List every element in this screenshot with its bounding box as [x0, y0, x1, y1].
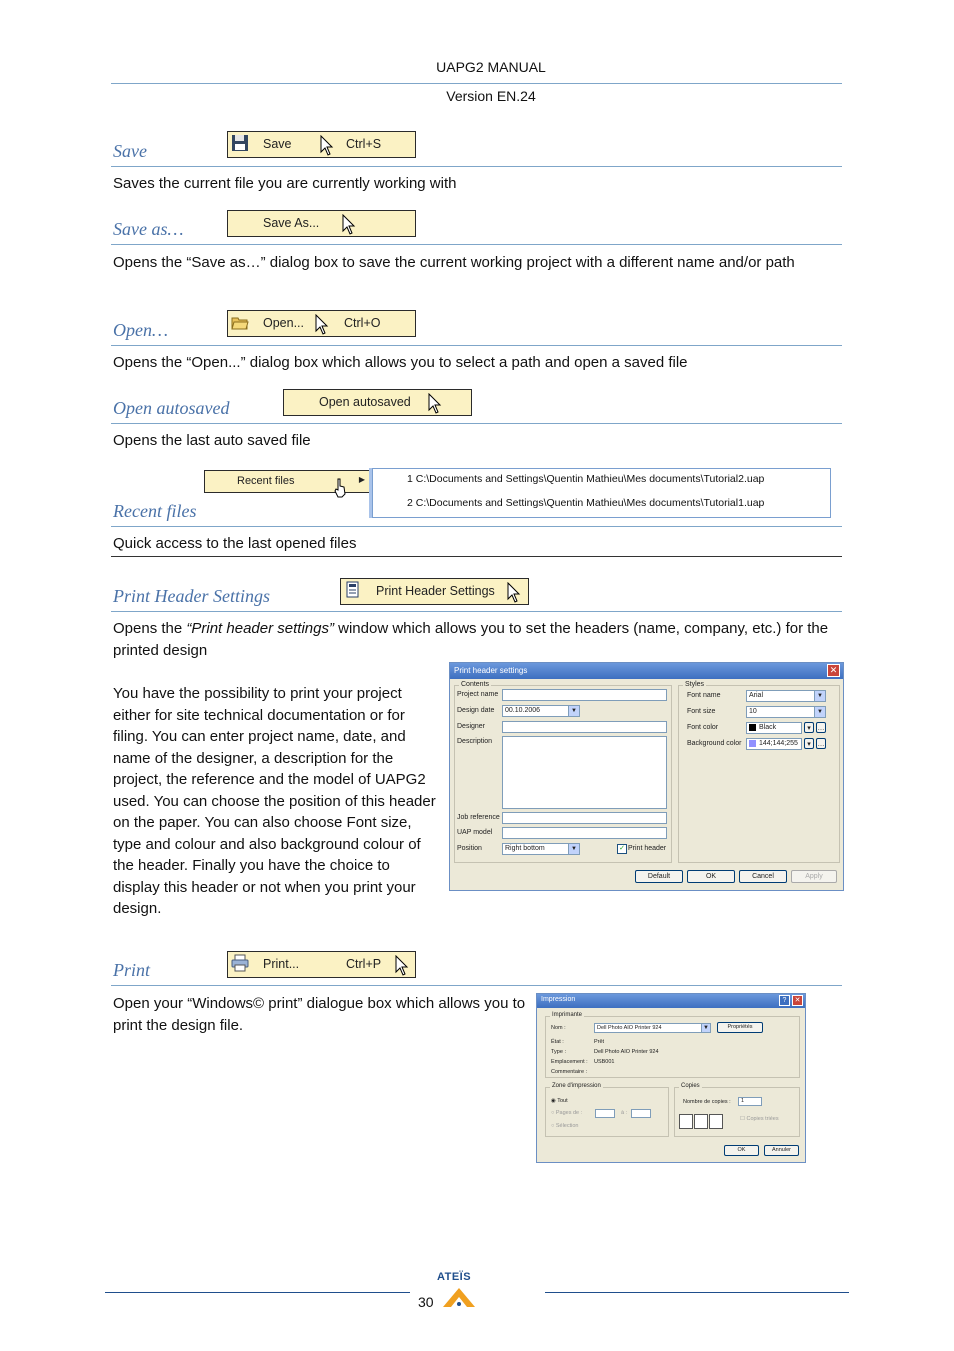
contents-group: Contents: [454, 685, 672, 863]
section-rule: [111, 526, 842, 527]
print-cancel-button[interactable]: Annuler: [764, 1145, 799, 1156]
color-more-button[interactable]: …: [816, 722, 826, 733]
copies-stepper[interactable]: 1: [738, 1097, 762, 1106]
position-select[interactable]: Right bottom ▼: [502, 843, 580, 855]
copies-label: Nombre de copies :: [683, 1099, 731, 1105]
font-color-label: Font color: [687, 724, 719, 731]
printer-select[interactable]: Dell Photo AIO Printer 924 ▼: [594, 1023, 711, 1033]
page-icon: [344, 581, 362, 599]
save-shortcut: Ctrl+S: [346, 137, 382, 151]
project-name-input[interactable]: [502, 689, 667, 701]
status-value: Prêt: [594, 1039, 605, 1045]
help-icon[interactable]: ?: [779, 995, 790, 1006]
ateis-logo-text: ATEÏS: [437, 1271, 472, 1283]
save-as-menu-label: Save As...: [263, 216, 320, 230]
color-more-button[interactable]: …: [816, 738, 826, 749]
cancel-button[interactable]: Cancel: [739, 870, 787, 883]
default-button[interactable]: Default: [635, 870, 683, 883]
section-rule: [111, 166, 842, 167]
submenu-arrow-icon: ▶: [358, 475, 365, 484]
dropdown-arrow-icon: ▼: [701, 1024, 710, 1032]
section-title-save: Save: [113, 141, 147, 161]
collate-checkbox[interactable]: ☐ Copies triées: [740, 1116, 779, 1122]
section-title-print-header: Print Header Settings: [113, 586, 270, 606]
ateis-logo-icon: [441, 1286, 477, 1308]
printer-name-label: Nom :: [551, 1025, 566, 1031]
save-as-description: Opens the “Save as…” dialog box to save the current working project with a different name and/or path: [113, 254, 795, 271]
close-icon[interactable]: ✕: [792, 995, 803, 1006]
save-menu-label: Save: [263, 137, 292, 151]
floppy-disk-icon: [231, 134, 249, 152]
background-color-field[interactable]: 144;144;255: [746, 738, 802, 750]
job-reference-label: Job reference: [457, 814, 500, 821]
open-autosaved-menu-item: [283, 389, 472, 416]
dialog-title-bar: Impression ? ✕: [537, 994, 805, 1008]
copies-group: Copies: [674, 1087, 800, 1137]
printer-group: Imprimante: [545, 1016, 800, 1078]
range-to-input[interactable]: [631, 1109, 651, 1118]
type-value: Dell Photo AIO Printer 924: [594, 1049, 659, 1055]
location-value: USB001: [594, 1059, 615, 1065]
printer-icon: [231, 954, 249, 972]
description-textarea[interactable]: [502, 736, 667, 809]
project-name-label: Project name: [457, 691, 499, 698]
section-title-save-as: Save as…: [113, 219, 184, 239]
print-header-dialog: [449, 662, 844, 891]
background-color-label: Background color: [687, 740, 742, 747]
hand-cursor-icon: [333, 477, 347, 499]
properties-button[interactable]: Propriétés: [717, 1022, 763, 1033]
print-menu-item: [227, 951, 416, 978]
font-size-label: Font size: [687, 708, 716, 715]
mouse-cursor-icon: [315, 314, 329, 336]
job-reference-input[interactable]: [502, 812, 667, 824]
section-divider: [111, 556, 842, 557]
print-shortcut: Ctrl+P: [346, 957, 382, 971]
mouse-cursor-icon: [428, 393, 442, 415]
mouse-cursor-icon: [507, 582, 521, 604]
dropdown-arrow-icon: ▼: [568, 844, 579, 854]
design-date-picker[interactable]: 00.10.2006 ▼: [502, 705, 580, 717]
section-rule: [111, 345, 842, 346]
font-color-field[interactable]: Black: [746, 722, 802, 734]
mouse-cursor-icon: [320, 135, 334, 157]
version-label: Version EN.24: [446, 88, 536, 104]
save-menu-item: [227, 131, 416, 158]
font-name-select[interactable]: Arial ▼: [746, 690, 826, 702]
color-picker-button[interactable]: ▾: [804, 722, 814, 733]
font-name-label: Font name: [687, 692, 721, 699]
section-rule: [111, 611, 842, 612]
print-range-group: Zone d'impression: [545, 1087, 669, 1137]
save-description: Saves the current file you are currently working with: [113, 175, 457, 192]
open-folder-icon: [231, 313, 249, 331]
comment-label: Commentaire :: [551, 1069, 588, 1075]
print-header-description: Opens the “Print header settings” window which allows you to set the headers (name, company, etc.) for the printed design: [113, 620, 829, 659]
section-rule: [111, 985, 842, 986]
manual-title: UAPG2 MANUAL: [436, 59, 546, 75]
section-rule: [111, 423, 842, 424]
mouse-cursor-icon: [342, 214, 356, 236]
description-label: Description: [457, 738, 493, 745]
windows-print-dialog: [536, 993, 806, 1163]
mouse-cursor-icon: [395, 955, 409, 977]
design-date-label: Design date: [457, 707, 495, 714]
recent-file-item: 2 C:\Documents and Settings\Quentin Mathieu\Mes documents\Tutorial1.uap: [407, 497, 765, 509]
recent-files-description: Quick access to the last opened files: [113, 535, 357, 552]
recent-files-submenu: [372, 468, 831, 518]
print-menu-label: Print...: [263, 957, 300, 971]
section-title-recent-files: Recent files: [113, 501, 197, 521]
recent-files-menu-label: Recent files: [237, 475, 295, 487]
header-rule: [111, 83, 842, 84]
footer-rule-left: [105, 1292, 410, 1293]
type-label: Type :: [551, 1049, 566, 1055]
open-autosaved-menu-label: Open autosaved: [319, 395, 411, 409]
designer-label: Designer: [457, 723, 486, 730]
uap-model-label: UAP model: [457, 829, 493, 836]
uap-model-input[interactable]: [502, 827, 667, 839]
open-menu-item: [227, 310, 416, 337]
color-picker-button[interactable]: ▾: [804, 738, 814, 749]
color-swatch: [749, 740, 756, 747]
styles-group: Styles: [678, 685, 840, 863]
dropdown-arrow-icon: ▼: [814, 707, 825, 717]
page-number: 30: [418, 1294, 434, 1310]
print-header-paragraph: You have the possibility to print your project either for site technical documentation or for filing. You can enter project name, date, and name of the designer, a description for the project, the reference and the model of UAPG2 used. You can choose the position of this header on the paper. You can also choose Font size, type and colour and also background colour of the header. Finally you have the choice to display this header or not when you print your design.: [113, 685, 436, 917]
location-label: Emplacement :: [551, 1059, 588, 1065]
close-icon[interactable]: ✕: [827, 664, 840, 677]
recent-file-item: 1 C:\Documents and Settings\Quentin Mathieu\Mes documents\Tutorial2.uap: [407, 473, 765, 485]
open-description: Opens the “Open...” dialog box which allows you to select a path and open a saved file: [113, 354, 688, 371]
footer-rule-right: [545, 1292, 849, 1293]
print-header-menu-item: [340, 578, 529, 605]
ok-button[interactable]: OK: [687, 870, 735, 883]
print-header-menu-label: Print Header Settings: [376, 584, 495, 598]
position-label: Position: [457, 845, 482, 852]
open-autosaved-description: Opens the last auto saved file: [113, 432, 311, 449]
save-as-menu-item: [227, 210, 416, 237]
print-header-checkbox[interactable]: ✓: [617, 844, 627, 854]
recent-files-menu-item: [204, 470, 372, 493]
range-from-input[interactable]: [595, 1109, 615, 1118]
open-shortcut: Ctrl+O: [344, 316, 381, 330]
open-menu-label: Open...: [263, 316, 304, 330]
print-ok-button[interactable]: OK: [724, 1145, 759, 1156]
print-header-checkbox-label: Print header: [628, 845, 667, 852]
font-size-select[interactable]: 10 ▼: [746, 706, 826, 718]
range-to-label: à :: [621, 1110, 628, 1116]
section-title-open: Open…: [113, 320, 168, 340]
dialog-title-bar: Print header settings ✕: [450, 663, 843, 679]
section-title-print: Print: [113, 960, 151, 980]
apply-button[interactable]: Apply: [791, 870, 837, 883]
range-selection-radio[interactable]: ○ Sélection: [551, 1123, 579, 1129]
dropdown-arrow-icon: ▼: [568, 706, 579, 716]
status-label: État :: [551, 1039, 564, 1045]
dropdown-arrow-icon: ▼: [814, 691, 825, 701]
print-description: Open your “Windows© print” dialogue box which allows you to print the design file.: [113, 995, 526, 1034]
designer-input[interactable]: [502, 721, 667, 733]
collate-illustration: [679, 1114, 721, 1128]
color-swatch: [749, 724, 756, 731]
section-title-open-autosaved: Open autosaved: [113, 398, 230, 418]
range-all-radio[interactable]: ◉ Tout: [551, 1098, 568, 1104]
range-pages-radio[interactable]: ○ Pages de :: [551, 1110, 583, 1116]
section-rule: [111, 244, 842, 245]
